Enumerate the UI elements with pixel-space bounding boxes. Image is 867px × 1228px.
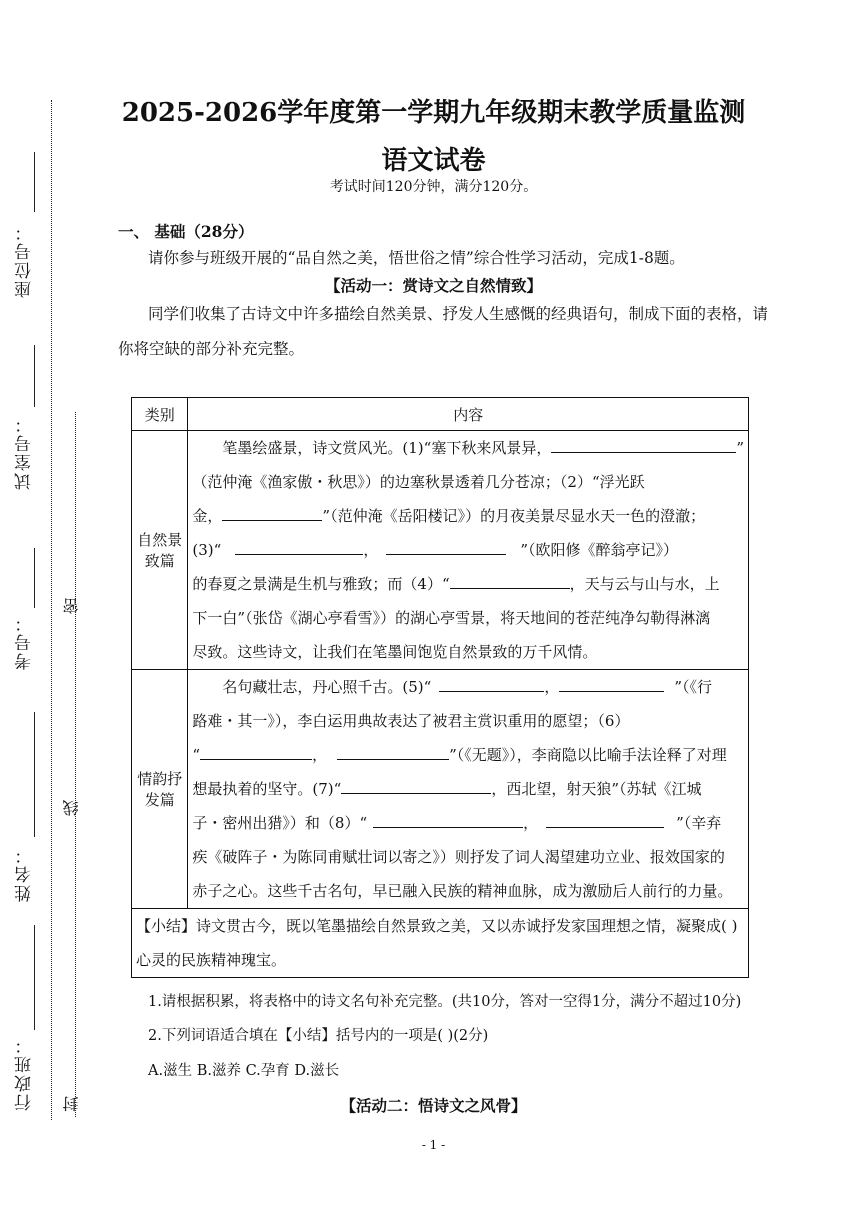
emotion-line-4a: 想最执着的坚守。(7)“ [192,780,342,798]
seal-char-xian: 线 [62,800,81,816]
page-number: - 1 - [421,1138,446,1152]
question-1: 1.请根据积累，将表格中的诗文名句补充完整。(共10分，答对一空得1分，满分不超过10分) [148,994,742,1010]
room-number-label: 试室号： [15,414,35,490]
emotion-line-3b: ， [312,746,328,764]
nature-line-5b: ，天与云与山与水，上 [569,575,720,593]
blank-8a[interactable] [373,813,523,828]
emotion-line-4b: ，西北望，射天狼”（苏轼《江城 [491,780,702,798]
emotion-line-2: 路难・其一》），李白运用典故表达了被君主赏识重用的愿望；（6） [192,712,630,730]
nature-line-7: 尽致。这些诗文，让我们在笔墨间饱览自然景致的万千风情。 [192,643,598,661]
exam-number-blank [34,548,35,608]
nature-line-4b: ， [363,541,379,559]
blank-3b[interactable] [386,540,506,555]
nature-line-6: 下一白”（张岱《湖心亭看雪》）的湖心亭雪景，将天地间的苍茫纯净勾勒得淋漓 [192,609,711,627]
emotion-category: 情韵抒发篇 [132,670,188,909]
section-heading: 一、 基础（28分） [118,222,254,241]
emotion-line-3a: “ [192,746,201,764]
blank-6b[interactable] [337,745,449,760]
exam-title: 2025-2026学年度第一学期九年级期末教学质量监测 [121,98,746,128]
activity1-desc-1: 同学们收集了古诗文中许多描绘自然美景、抒发人生感慨的经典语句，制成下面的表格，请 [148,305,769,323]
nature-line-3a: 金， [192,507,223,525]
emotion-line-5a: 子・密州出猎》）和（8）“ [192,814,368,832]
activity1-title: 【活动一：赏诗文之自然情致】 [324,276,542,295]
blank-4[interactable] [450,574,570,589]
summary-line-1: 【小结】诗文贯古今，既以笔墨描绘自然景致之美，又以赤诚抒发家国理想之情，凝聚成( ) [136,917,738,935]
nature-line-3b: ”（范仲淹《岳阳楼记》）的月夜美景尽显水天一色的澄澈； [322,507,706,525]
nature-line-4c: ”（欧阳修《醉翁亭记》） [520,541,679,559]
blank-1[interactable] [551,438,736,453]
binding-dotted-line-outer [51,100,52,1120]
exam-subtitle: 语文试卷 [381,146,486,176]
blank-2[interactable] [222,506,322,521]
emotion-line-5b: ， [523,814,539,832]
activity2-title: 【活动二：悟诗文之风骨】 [340,1096,527,1115]
nature-line-1a: 笔墨绘盛景，诗文赏风光。(1)“塞下秋来风景异， [222,439,552,457]
nature-content [188,431,749,670]
emotion-line-1a: 名句藏壮志，丹心照千古。(5)“ [222,678,432,696]
exam-number-label: 考号： [15,613,35,670]
summary-cell [132,909,749,978]
blank-3a[interactable] [235,540,363,555]
poetry-table [131,397,749,978]
table-header-content: 内容 [188,398,749,431]
blank-6a[interactable] [200,745,312,760]
class-label: 行政班： [15,1035,35,1111]
nature-line-2: （范仲淹《渔家傲・秋思》）的边塞秋景透着几分苍凉；（2）“浮光跃 [192,473,645,491]
emotion-content [188,670,749,909]
emotion-line-5c: ”（辛弃 [676,814,722,832]
seal-char-feng: 封 [62,1096,81,1112]
emotion-line-7: 赤子之心。这些千古名句，早已融入民族的精神血脉，成为激励后人前行的力量。 [192,882,733,900]
question-2-options: A.滋生 B.滋养 C.孕育 D.滋长 [148,1063,340,1079]
seat-number-label: 座位号： [15,222,35,298]
blank-7[interactable] [341,779,491,794]
class-blank [34,925,35,1030]
emotion-line-3c: ”（《无题》），李商隐以比喻手法诠释了对理 [449,746,727,764]
activity1-desc-2: 你将空缺的部分补充完整。 [118,340,305,358]
summary-line-2: 心灵的民族精神瑰宝。 [136,951,287,969]
nature-line-4a: (3)“ [192,541,222,559]
room-number-blank [34,345,35,407]
exam-info: 考试时间120分钟，满分120分。 [329,179,538,195]
binding-dotted-line-inner [75,412,76,1117]
question-2: 2.下列词语适合填在【小结】括号内的一项是( )(2分) [148,1028,489,1044]
emotion-line-1b: ， [544,678,560,696]
name-blank [34,712,35,837]
nature-line-1b: ” [736,439,744,457]
nature-category: 自然景致篇 [132,431,188,670]
blank-5b[interactable] [559,677,664,692]
nature-line-5a: 的春夏之景满是生机与雅致；而（4）“ [192,575,450,593]
emotion-line-6: 疾《破阵子・为陈同甫赋壮词以寄之》）则抒发了词人渴望建功立业、报效国家的 [192,848,725,866]
blank-8b[interactable] [546,813,664,828]
name-label: 姓名： [15,845,35,902]
table-header-category: 类别 [132,398,188,431]
section-intro: 请你参与班级开展的“品自然之美，悟世俗之情”综合性学习活动，完成1-8题。 [148,249,685,267]
seal-char-mi: 密 [62,598,81,614]
emotion-line-1c: ”（《行 [674,678,713,696]
blank-5a[interactable] [439,677,544,692]
